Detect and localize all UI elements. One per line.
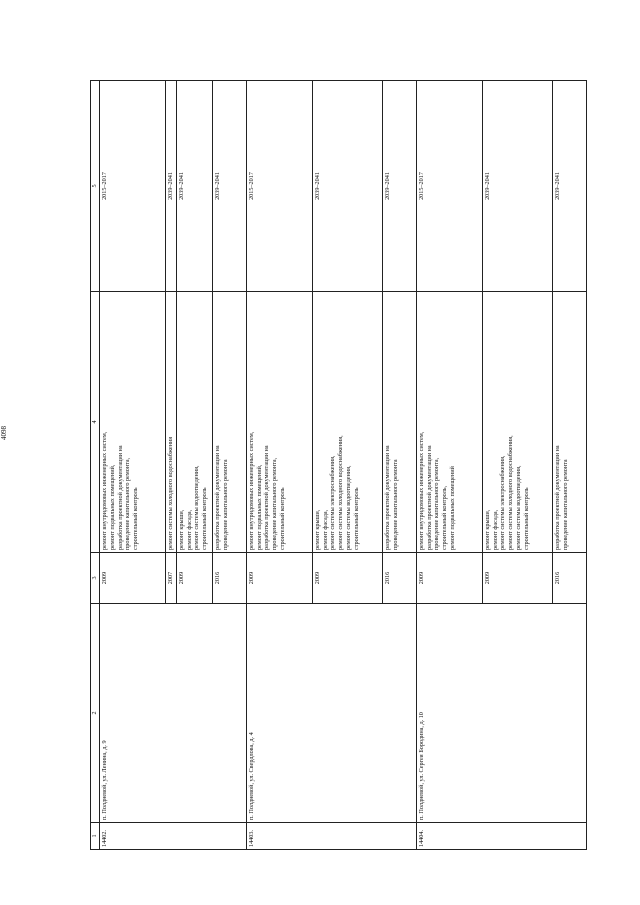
work-item: ремонт внутридомовых инженерных систем, xyxy=(417,431,425,550)
work-types xyxy=(312,292,382,553)
work-types xyxy=(100,292,166,553)
last-repair-year: 2016 xyxy=(212,553,246,604)
work-item: проведение капитального ремонта, xyxy=(271,457,278,550)
work-item: разработка проектной документации на xyxy=(116,445,124,550)
work-item: разработка проектной документации на xyxy=(425,445,433,550)
work-item: ремонт фасада, xyxy=(185,509,193,550)
work-types xyxy=(246,292,312,553)
work-item: разработка проектной документации на xyxy=(213,445,221,550)
work-item: строительный контроль xyxy=(352,487,360,550)
work-item: ремонт внутридомовых инженерных систем, xyxy=(247,431,255,550)
work-types xyxy=(382,292,416,553)
planned-period: 2039–2041 xyxy=(552,81,586,292)
work-item: ремонт системы электроснабжения, xyxy=(499,455,507,550)
work-types xyxy=(482,292,552,553)
work-item: строительный контроль xyxy=(201,487,208,550)
work-item: проведение капитального ремонта xyxy=(561,459,569,550)
work-item: строительный контроль xyxy=(278,487,286,550)
page-number: 4098 xyxy=(0,426,8,440)
last-repair-year: 2009 xyxy=(482,553,552,604)
planned-period: 2015–2017 xyxy=(100,81,166,292)
last-repair-year: 2009 xyxy=(312,553,382,604)
header-col-2: 2 xyxy=(91,604,100,823)
work-item: ремонт подвальных помещений, xyxy=(108,464,116,550)
work-item: ремонт фасада, xyxy=(491,509,499,550)
table-row xyxy=(246,81,312,850)
last-repair-year: 2009 xyxy=(416,553,482,604)
building-address: п. Полдневой, ул. Сергея Бородина, д. 10 xyxy=(416,604,586,823)
last-repair-year: 2009 xyxy=(246,553,312,604)
planned-period: 2039–2041 xyxy=(382,81,416,292)
work-item: проведение капитального ремонта xyxy=(221,459,229,550)
header-row xyxy=(91,81,100,850)
work-item: ремонт крыши, xyxy=(313,509,321,550)
planned-period: 2015–2017 xyxy=(416,81,482,292)
header-col-4: 4 xyxy=(91,292,100,553)
work-item: ремонт системы водоотведения, xyxy=(514,465,522,550)
building-address: п. Полдневой, ул. Ленина, д. 9 xyxy=(100,604,247,823)
work-item: разработка проектной документации на xyxy=(553,445,561,550)
row-id: 14403. xyxy=(246,823,416,850)
work-item: ремонт подвальных помещений, xyxy=(255,464,263,550)
table-body xyxy=(100,81,587,850)
last-repair-year: 2009 xyxy=(176,553,212,604)
planned-period: 2039–2041 xyxy=(176,81,212,292)
work-item: проведение капитального ремонта, xyxy=(433,457,441,550)
work-item: ремонт системы водоотведения, xyxy=(193,465,201,550)
work-item: ремонт системы холодного водоснабжения, xyxy=(507,435,514,550)
planned-period: 2039–2041 xyxy=(312,81,382,292)
work-item: строительный контроль, xyxy=(441,485,448,550)
work-item: ремонт внутридомовых инженерных систем, xyxy=(101,431,108,550)
work-types xyxy=(166,292,177,553)
planned-period: 2015–2017 xyxy=(246,81,312,292)
table-row xyxy=(100,81,166,850)
work-item: ремонт крыши, xyxy=(177,509,185,550)
work-item: ремонт фасада, xyxy=(321,509,329,550)
planned-period: 2039–2041 xyxy=(166,81,177,292)
last-repair-year: 2007 xyxy=(166,553,177,604)
work-types xyxy=(552,292,586,553)
work-item: ремонт системы холодного водоснабжения xyxy=(167,436,174,550)
work-item: ремонт подвальных помещений xyxy=(448,466,456,550)
planned-period: 2039–2041 xyxy=(212,81,246,292)
table-row xyxy=(416,81,482,850)
building-address: п. Полдневой, ул. Свердлова, д. 4 xyxy=(246,604,416,823)
repair-schedule-table xyxy=(90,80,587,850)
work-item: строительный контроль xyxy=(522,487,530,550)
work-types xyxy=(212,292,246,553)
work-item: разработка проектной документации на xyxy=(383,445,391,550)
row-id: 14402. xyxy=(100,823,247,850)
work-item: ремонт системы водоотведения, xyxy=(344,465,352,550)
work-types xyxy=(416,292,482,553)
work-item: проведение капитального ремонта xyxy=(391,459,399,550)
header-col-1: 1 xyxy=(91,823,100,850)
work-item: разработка проектной документации на xyxy=(263,445,271,550)
planned-period: 2039–2041 xyxy=(482,81,552,292)
row-id: 14404. xyxy=(416,823,586,850)
header-col-3: 3 xyxy=(91,553,100,604)
rotated-table-container xyxy=(90,80,569,850)
work-item: ремонт системы холодного водоснабжения, xyxy=(337,435,344,550)
last-repair-year: 2009 xyxy=(100,553,166,604)
work-types xyxy=(176,292,212,553)
work-item: проведение капитального ремонта, xyxy=(124,457,132,550)
last-repair-year: 2016 xyxy=(382,553,416,604)
last-repair-year: 2016 xyxy=(552,553,586,604)
work-item: строительный контроль xyxy=(132,487,139,550)
header-col-5: 5 xyxy=(91,81,100,292)
work-item: ремонт системы электроснабжения, xyxy=(329,455,337,550)
work-item: ремонт крыши, xyxy=(483,509,491,550)
